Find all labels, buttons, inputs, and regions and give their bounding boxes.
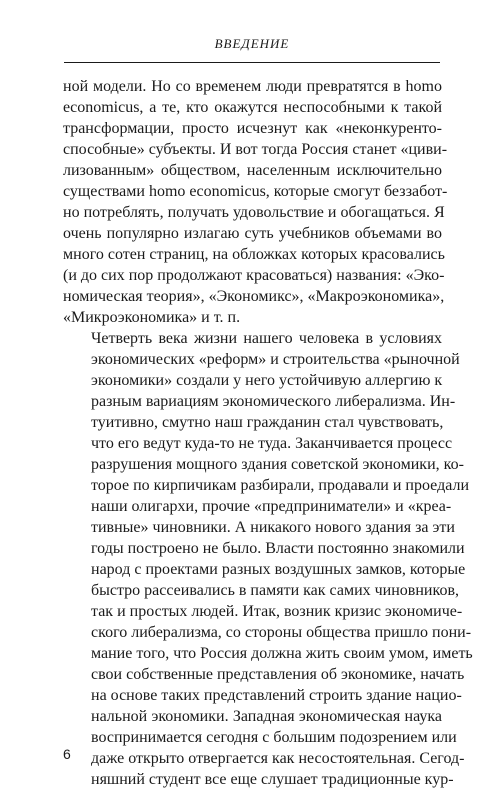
text-line: «Микроэкономика» и т. п. xyxy=(63,309,241,326)
text-line: туитивно, смутно наш гражданин стал чувствовать, xyxy=(91,414,444,431)
text-line: так и простых людей. Итак, возник кризис экономиче- xyxy=(91,603,463,620)
text-line: мание того, что Россия должна жить своим умом, иметь xyxy=(91,645,473,662)
text-line: тивные» чиновники. А никакого нового здания за эти xyxy=(91,519,455,536)
body-text xyxy=(63,76,473,790)
text-line: няшний студент все еще слушает традиционные кур- xyxy=(91,771,454,788)
text-line: народ с проектами разных воздушных замков, которые xyxy=(91,561,466,578)
text-line: трансформации, просто исчезнут как «неконкуренто- xyxy=(63,120,442,137)
text-line: нальной экономики. Западная экономическая наука xyxy=(91,708,442,725)
text-line: но потреблять, получать удовольствие и обогащаться. Я xyxy=(63,204,445,221)
text-line: способные» субъекты. И вот тогда Россия станет «циви- xyxy=(63,141,448,158)
text-line: что его ведут куда-то не туда. Заканчивается процесс xyxy=(91,435,453,452)
header-rule xyxy=(64,62,440,63)
text-line: разрушения мощного здания советской экономики, ко- xyxy=(91,456,464,473)
paragraph-2 xyxy=(63,328,473,790)
text-line: лизованным» обществом, населенным исключительно xyxy=(63,162,442,179)
text-line: ского либерализма, со стороны общества пришло пони- xyxy=(91,624,472,641)
text-line: номическая теория», «Экономикс», «Макроэкономика», xyxy=(63,288,445,305)
text-line: свои собственные представления об экономике, начать xyxy=(91,666,465,683)
text-line: торое по кирпичикам разбирали, продавали и проедали xyxy=(91,477,469,494)
text-line: экономических «реформ» и строительства «рыночной xyxy=(91,351,460,368)
text-line: экономики» создали у него устойчивую аллергию к xyxy=(91,372,443,389)
text-line: наши олигархи, прочие «предприниматели» и «креа- xyxy=(91,498,452,515)
text-line: существами homo economicus, которые смогут беззабот- xyxy=(63,183,448,200)
running-header-title: ВВЕДЕНИЕ xyxy=(214,36,290,51)
running-header xyxy=(64,36,440,52)
text-line: даже открыто отвергается как несостоятельная. Сегод- xyxy=(91,750,465,767)
text-line: (и до сих пор продолжают красоваться) названия: «Эко- xyxy=(63,267,445,284)
text-line: Четверть века жизни нашего человека в условиях xyxy=(91,330,442,347)
text-line: economicus, а те, кто окажутся неспособными к такой xyxy=(63,99,442,116)
text-line: очень популярно излагаю суть учебников объемами во xyxy=(63,225,442,242)
text-line: воспринимается сегодня с большим подозрением или xyxy=(91,729,457,746)
paragraph-1 xyxy=(63,76,448,328)
text-line: быстро рассеивались в памяти как самих чиновников, xyxy=(91,582,459,599)
text-line: разным вариациям экономического либерализма. Ин- xyxy=(91,393,456,410)
text-line: ной модели. Но со временем люди превратятся в homo xyxy=(63,78,442,95)
text-line: на основе таких представлений строить здание нацио- xyxy=(91,687,462,704)
page-number: 6 xyxy=(63,746,71,762)
text-line: годы построено не было. Власти постоянно знакомили xyxy=(91,540,465,557)
text-line: много сотен страниц, на обложках которых красовались xyxy=(63,246,445,263)
